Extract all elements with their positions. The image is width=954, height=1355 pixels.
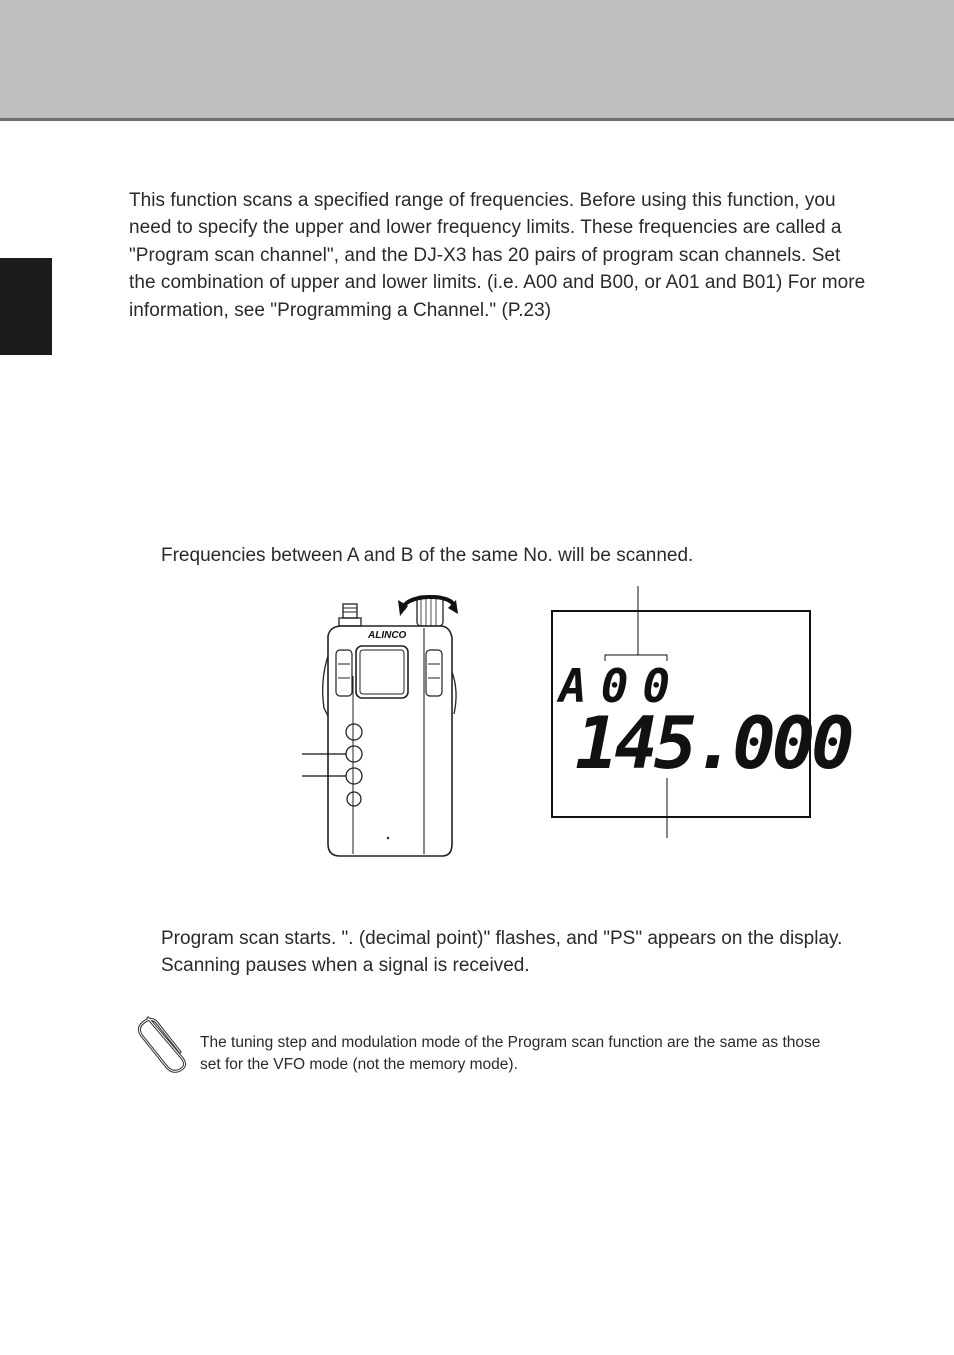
radio-illustration	[296, 586, 466, 861]
lcd-frequency: 145.000	[575, 701, 851, 785]
header-band	[0, 0, 954, 118]
header-rule	[0, 118, 954, 121]
step-1-text: Frequencies between A and B of the same No. will be scanned.	[161, 545, 694, 566]
lcd-channel: A00	[559, 659, 685, 713]
lcd-display-illustration	[545, 586, 851, 841]
paperclip-note-icon	[134, 1008, 194, 1074]
chapter-side-tab	[0, 258, 52, 355]
brand-logo: ALINCO	[368, 630, 407, 641]
step-2-text: Program scan starts. ". (decimal point)" flashes, and "PS" appears on the display. Scanning pauses when a signal is received.	[161, 928, 843, 977]
intro-paragraph: This function scans a specified range of frequencies. Before using this function, you need to specify the upper and lower frequency limits. These frequencies are called a "Program scan channel", and the DJ-X3 has 20 pairs of program scan channels. Set the combination of upper and lower limits. (i.e. A00 and B00, or A01 and B01) For more information, see "Programming a Channel." (P.23)	[129, 190, 866, 321]
note-text: The tuning step and modulation mode of the Program scan function are the same as those set for the VFO mode (not the memory mode).	[200, 1034, 821, 1073]
